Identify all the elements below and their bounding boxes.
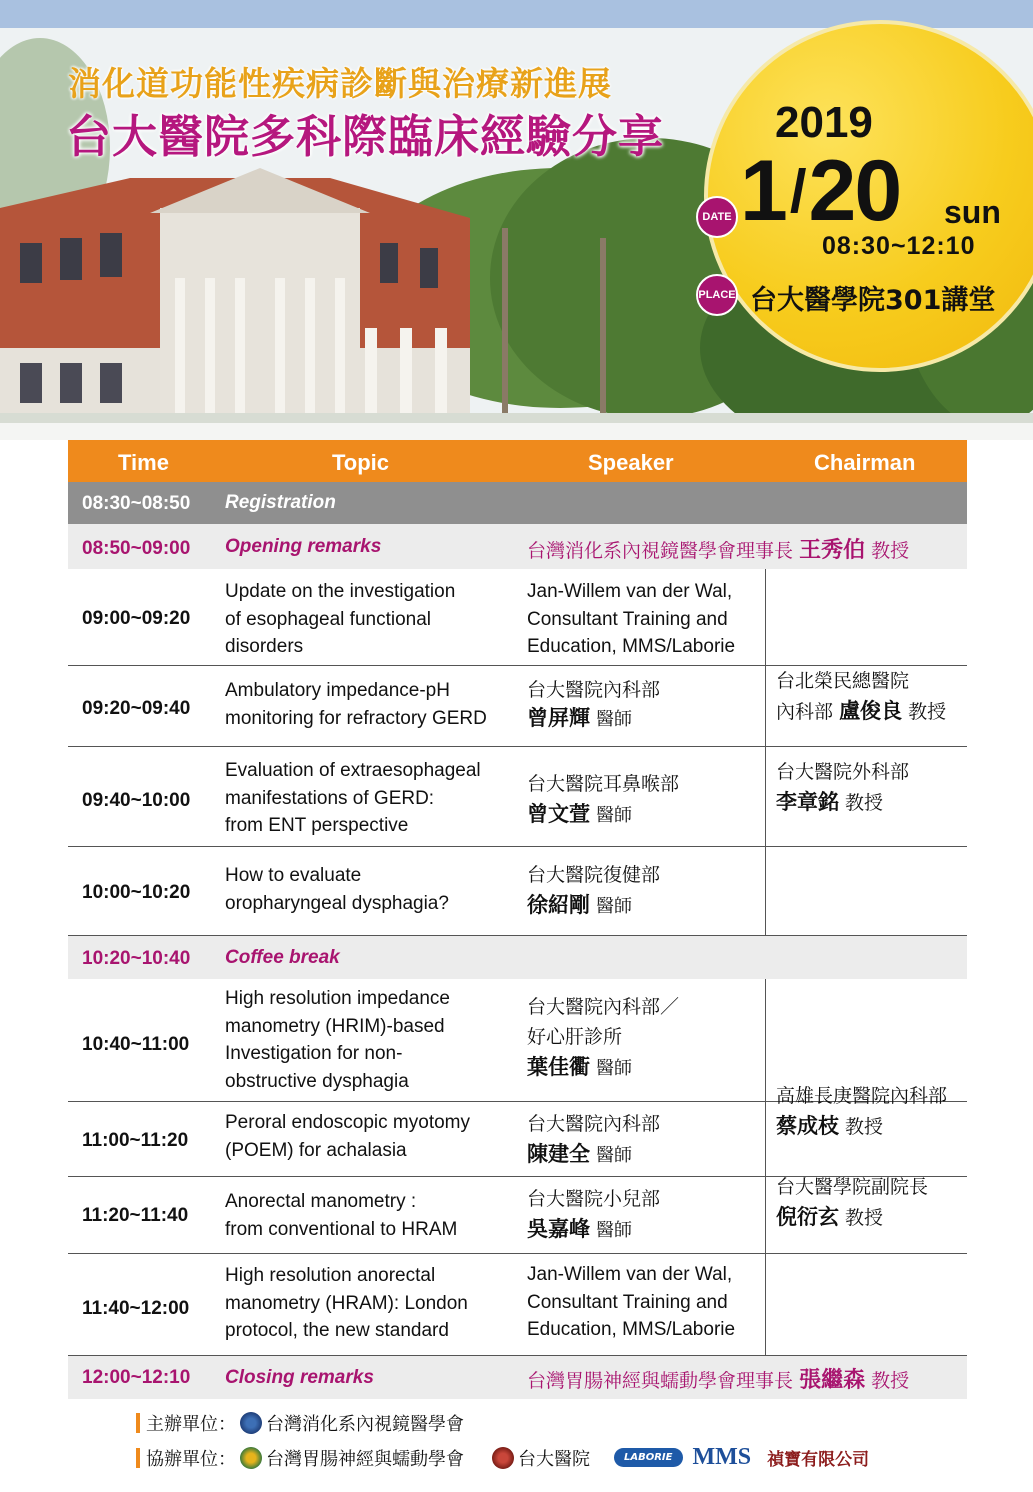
chairman-name: 李章銘 <box>776 790 839 814</box>
row-topic <box>225 862 525 917</box>
table-row <box>68 569 967 666</box>
speaker-line: Consultant Training and <box>527 1291 728 1313</box>
chairman-session-1 <box>776 666 966 848</box>
topic-line: manifestations of GERD: <box>225 787 435 809</box>
event-weekday: sun <box>944 194 1001 230</box>
chairman-name: 蔡成枝 <box>776 1114 839 1138</box>
table-row <box>68 1254 967 1356</box>
event-date <box>740 143 901 239</box>
topic-line: Peroral endoscopic myotomy <box>225 1112 470 1133</box>
row-topic <box>225 677 535 732</box>
speaker-dept: 台大醫院耳鼻喉部 <box>527 773 680 795</box>
speaker-dept: 台大醫院小兒部 <box>527 1188 661 1210</box>
speaker-title: 醫師 <box>596 805 632 826</box>
society-logo-icon <box>240 1412 262 1434</box>
motility-society-logo-icon <box>240 1447 262 1469</box>
event-subtitle: 消化道功能性疾病診斷與治療新進展 <box>68 64 612 103</box>
row-topic: Opening remarks <box>225 536 382 557</box>
co-organizer-label: 協辦單位： <box>146 1448 236 1470</box>
co-organizer-line <box>136 1444 869 1471</box>
remark-title: 教授 <box>871 540 910 562</box>
accent-bar <box>136 1413 140 1433</box>
chairman-session-2 <box>776 1081 966 1263</box>
co-organizer-name: 台大醫院 <box>518 1448 590 1470</box>
row-topic <box>225 1262 525 1345</box>
chairman-org: 台大醫院外科部 <box>776 761 910 783</box>
row-time: 10:00~10:20 <box>82 882 191 903</box>
row-topic <box>225 757 525 840</box>
header-chairman: Chairman <box>814 450 916 475</box>
row-speaker <box>527 1184 763 1246</box>
topic-line: (POEM) for achalasia <box>225 1139 407 1161</box>
topic-line: of esophageal functional <box>225 608 431 630</box>
speaker-dept: 台大醫院內科部 <box>527 1113 661 1135</box>
organizer-name: 台灣消化系內視鏡醫學會 <box>266 1414 464 1435</box>
row-time: 09:40~10:00 <box>82 790 191 811</box>
topic-line: Evaluation of extraesophageal <box>225 760 481 781</box>
topic-line: Ambulatory impedance-pH <box>225 680 450 701</box>
speaker-dept: 好心肝診所 <box>527 1026 623 1048</box>
row-time: 08:50~09:00 <box>82 538 191 559</box>
row-time: 09:20~09:40 <box>82 698 191 719</box>
remark-name: 王秀伯 <box>799 538 866 563</box>
row-topic: Coffee break <box>225 947 340 968</box>
topic-line: obstructive dysphagia <box>225 1070 409 1092</box>
row-speaker <box>527 992 763 1084</box>
topic-line: High resolution impedance <box>225 988 450 1009</box>
date-badge: DATE <box>696 196 738 238</box>
row-speaker <box>527 769 763 831</box>
chairman-entry <box>776 666 966 727</box>
chairman-org: 台北榮民總醫院 <box>776 670 910 692</box>
date-slash: / <box>789 158 805 225</box>
row-speaker <box>527 860 763 922</box>
remark-name: 張繼森 <box>799 1368 866 1393</box>
remark-org: 台灣消化系內視鏡醫學會理事長 <box>527 540 794 562</box>
speaker-title: 醫師 <box>596 1145 632 1166</box>
chairman-org: 台大醫學院副院長 <box>776 1176 929 1198</box>
mms-logo: MMS <box>692 1444 752 1470</box>
ntuh-logo-icon <box>492 1447 514 1469</box>
speaker-title: 醫師 <box>596 1220 632 1241</box>
chairman-name: 盧俊良 <box>839 699 903 723</box>
topic-line: manometry (HRIM)-based <box>225 1015 445 1037</box>
topic-line: High resolution anorectal <box>225 1265 436 1286</box>
chairman-entry <box>776 757 966 818</box>
row-time: 08:30~08:50 <box>82 493 191 514</box>
speaker-line: Education, MMS/Laborie <box>527 1319 736 1340</box>
event-day: 20 <box>808 143 901 239</box>
table-header <box>68 440 967 482</box>
remark-org: 台灣胃腸神經與蠕動學會理事長 <box>527 1370 794 1392</box>
chairman-title: 教授 <box>845 1207 884 1229</box>
speaker-name: 曾文萱 <box>527 802 590 826</box>
chairman-title: 教授 <box>908 701 947 723</box>
speaker-dept: 台大醫院內科部／ <box>527 996 680 1018</box>
event-title: 台大醫院多科際臨床經驗分享 <box>66 110 665 163</box>
topic-line: Investigation for non- <box>225 1043 403 1064</box>
topic-line: disorders <box>225 636 304 657</box>
row-topic <box>225 1109 525 1164</box>
speaker-dept: 台大醫院內科部 <box>527 679 661 701</box>
chairman-entry <box>776 1081 966 1142</box>
speaker-line: Jan-Willem van der Wal, <box>527 1264 733 1285</box>
speaker-line: Jan-Willem van der Wal, <box>527 581 733 602</box>
accent-bar <box>136 1448 140 1468</box>
chairman-org: 高雄長庚醫院內科部 <box>776 1085 948 1107</box>
row-topic <box>225 985 525 1095</box>
column-divider <box>765 569 766 936</box>
row-time: 11:20~11:40 <box>82 1205 189 1226</box>
chairman-dept: 內科部 <box>776 701 834 723</box>
closing-remarks-speaker <box>527 1363 909 1394</box>
chairman-name: 倪衍玄 <box>776 1205 839 1229</box>
speaker-name: 葉佳衢 <box>527 1055 590 1079</box>
chairman-title: 教授 <box>845 792 884 814</box>
topic-line: manometry (HRAM): London <box>225 1292 468 1314</box>
organizer-line <box>136 1410 464 1436</box>
event-place: 台大醫學院301講堂 <box>750 285 996 316</box>
topic-line: from ENT perspective <box>225 815 409 836</box>
table-row <box>68 1356 967 1399</box>
row-topic: Registration <box>225 492 336 513</box>
speaker-title: 醫師 <box>596 1058 632 1079</box>
row-topic <box>225 578 525 661</box>
header-time: Time <box>118 450 169 475</box>
topic-line: How to evaluate <box>225 865 362 886</box>
row-topic: Closing remarks <box>225 1367 374 1388</box>
speaker-name: 徐紹剛 <box>527 893 590 917</box>
row-speaker <box>527 677 763 733</box>
table-row <box>68 524 967 569</box>
laborie-logo: LABORIE <box>614 1448 683 1467</box>
table-row <box>68 936 967 979</box>
speaker-name: 曾屏輝 <box>527 705 590 730</box>
table-row <box>68 482 967 524</box>
speaker-line: Education, MMS/Laborie <box>527 636 736 657</box>
topic-line: oropharyngeal dysphagia? <box>225 892 449 914</box>
speaker-title: 醫師 <box>596 708 632 730</box>
row-time: 11:40~12:00 <box>82 1298 190 1319</box>
row-speaker <box>527 578 763 661</box>
speaker-line: Consultant Training and <box>527 608 728 630</box>
speaker-title: 醫師 <box>596 896 632 917</box>
speaker-name: 陳建全 <box>527 1142 590 1166</box>
place-badge: PLACE <box>696 274 738 316</box>
topic-line: protocol, the new standard <box>225 1320 449 1341</box>
chairman-title: 教授 <box>845 1116 884 1138</box>
speaker-dept: 台大醫院復健部 <box>527 864 661 886</box>
topic-line: Anorectal manometry : <box>225 1191 417 1212</box>
row-time: 11:00~11:20 <box>82 1130 189 1151</box>
row-speaker <box>527 1261 763 1344</box>
opening-remarks-speaker <box>527 533 909 564</box>
header-speaker: Speaker <box>588 450 674 475</box>
co-organizer-name: 台灣胃腸神經與蠕動學會 <box>266 1448 464 1470</box>
row-time: 12:00~12:10 <box>82 1367 191 1388</box>
organizer-label: 主辦單位： <box>146 1414 236 1435</box>
sponsor-company-logo: 禎寶有限公司 <box>767 1450 870 1470</box>
speaker-name: 吳嘉峰 <box>527 1217 590 1241</box>
row-time: 09:00~09:20 <box>82 608 191 629</box>
header-topic: Topic <box>332 450 390 475</box>
chairman-entry <box>776 1172 966 1233</box>
event-year: 2019 <box>775 98 873 147</box>
event-time: 08:30~12:10 <box>822 232 976 260</box>
row-speaker <box>527 1109 763 1171</box>
topic-line: monitoring for refractory GERD <box>225 707 487 729</box>
event-month: 1 <box>740 143 786 239</box>
column-divider <box>765 979 766 1356</box>
remark-title: 教授 <box>871 1370 910 1392</box>
row-topic <box>225 1188 525 1243</box>
row-time: 10:40~11:00 <box>82 1034 190 1055</box>
topic-line: from conventional to HRAM <box>225 1218 458 1240</box>
topic-line: Update on the investigation <box>225 581 456 602</box>
row-time: 10:20~10:40 <box>82 948 191 969</box>
table-row <box>68 847 967 936</box>
